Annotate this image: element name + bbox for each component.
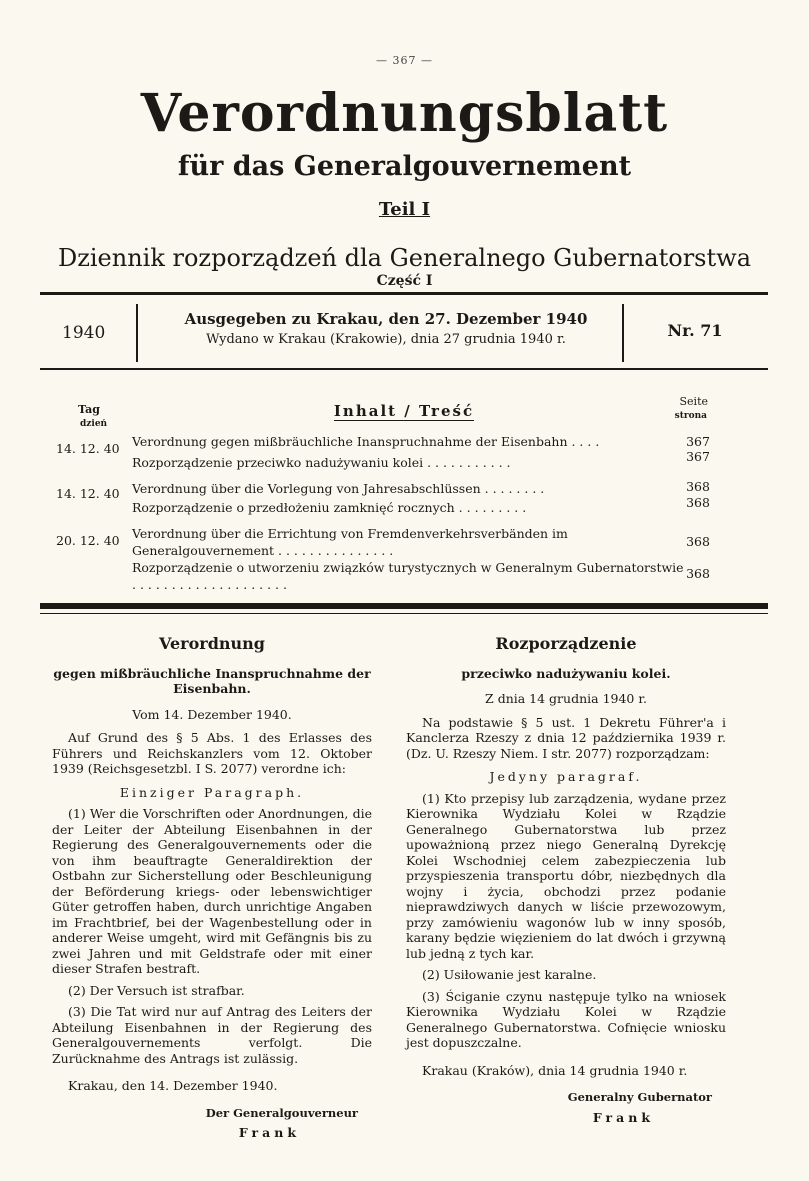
paragraph-title-de: Einziger Paragraph. bbox=[119, 784, 305, 800]
toc-date: 20. 12. 40 bbox=[56, 533, 120, 548]
toc-row[interactable] bbox=[40, 433, 768, 473]
toc-page-pl: 368 bbox=[686, 495, 710, 510]
part-label-pl: Część I bbox=[376, 273, 433, 289]
toc-header bbox=[40, 394, 768, 430]
ordinance-date-pl: Z dnia 14 grudnia 1940 r. bbox=[485, 691, 647, 706]
preamble-de: Auf Grund des § 5 Abs. 1 des Erlasses des Führers und Reichskanzlers vom 12. Oktober 1939 (Reichsgesetzbl. I S. 2077) verordne ich: bbox=[52, 730, 372, 776]
toc-heading: Inhalt / Treść bbox=[333, 402, 475, 420]
german-column bbox=[52, 636, 372, 1141]
divider-thick bbox=[40, 603, 768, 609]
issue-number: Nr. 71 bbox=[667, 321, 723, 340]
toc-page-label: Seite bbox=[679, 395, 708, 408]
toc-entry-pl: Rozporządzenie o przedłożeniu zamknięć rocznych . . . . . . . . . bbox=[132, 500, 527, 515]
divider-vertical bbox=[136, 304, 138, 362]
ordinance-title-de: Verordnung bbox=[159, 634, 265, 653]
toc-row[interactable] bbox=[40, 525, 768, 595]
issue-date-pl: Wydano w Krakau (Krakowie), dnia 27 grudnia 1940 r. bbox=[206, 332, 566, 347]
section-2-pl: (2) Usiłowanie jest karalne. bbox=[422, 967, 597, 982]
toc-entry-de: Verordnung über die Vorlegung von Jahresabschlüssen . . . . . . . . bbox=[132, 481, 545, 496]
divider-vertical bbox=[622, 304, 624, 362]
place-date-pl: Krakau (Kraków), dnia 14 grudnia 1940 r. bbox=[422, 1062, 688, 1078]
section-1-de: (1) Wer die Vorschriften oder Anordnungen, die der Leiter der Abteilung Eisenbahnen in der Regierung des Generalgouvernements oder die von ihm beauftragte Generaldirektion der Ostbahn zur Sicherstellung oder Beschleunigung der Beförderung kriegs- oder lebenswichtiger Güter getroffen haben, durch unrichtige Angaben im Frachtbrief, bei der Wagenbestellung oder in anderer Weise umgeht, wird mit Gefängnis bis zu zwei Jahren und mit Geldstrafe oder mit einer dieser Strafen bestraft. bbox=[52, 806, 372, 976]
signer-name-de: Frank bbox=[238, 1125, 300, 1140]
issue-bar bbox=[40, 298, 768, 366]
toc-date: 14. 12. 40 bbox=[56, 486, 120, 501]
toc-page-de: 368 bbox=[686, 534, 710, 549]
section-3-de: (3) Die Tat wird nur auf Antrag des Leiters der Abteilung Eisenbahnen in der Regierung des Generalgouvernements verfolgt. Die Zurücknahme des Antrags ist zulässig. bbox=[52, 1004, 372, 1066]
toc-entry-de: Verordnung gegen mißbräuchliche Inanspruchnahme der Eisenbahn . . . . bbox=[132, 434, 600, 449]
signer-title-pl: Generalny Gubernator bbox=[567, 1090, 712, 1104]
toc-entry-pl: Rozporządzenie przeciwko nadużywaniu kolei . . . . . . . . . . . bbox=[132, 455, 511, 470]
toc-page-pl: 367 bbox=[686, 449, 710, 464]
section-1-pl: (1) Kto przepisy lub zarządzenia, wydane przez Kierownika Wydziału Kolei w Rządzie Generalnego Gubernatorstwa lub przez upoważnioną przez niego Generalną Dyrekcję Kolei Wschodniej celem zabezpieczenia lub przyspieszenia transportu dóbr, niezbędnych dla wojny i życia, obchodzi przez podanie nieprawdziwych danych w liście przewozowym, przy zamówieniu wagonów lub w inny sposób, karany będzie więzieniem do lat dwóch i grzywną lub jedną z tych kar. bbox=[406, 790, 726, 961]
ordinance-subtitle-pl: przeciwko nadużywaniu kolei. bbox=[461, 665, 671, 681]
ordinance-title-pl: Rozporządzenie bbox=[495, 634, 637, 653]
toc-date: 14. 12. 40 bbox=[56, 441, 120, 456]
toc-page-de: 367 bbox=[686, 434, 710, 449]
ordinance-subtitle-de: gegen mißbräuchliche Inanspruchnahme der Eisenbahn. bbox=[53, 665, 371, 696]
signer-title-de: Der Generalgouverneur bbox=[205, 1105, 358, 1120]
toc-row[interactable] bbox=[40, 478, 768, 518]
toc-page-de: 368 bbox=[686, 479, 710, 494]
toc-date-label-pl: dzień bbox=[80, 419, 108, 429]
section-2-de: (2) Der Versuch ist strafbar. bbox=[68, 982, 245, 998]
toc-page-pl: 368 bbox=[686, 566, 710, 581]
issue-year: 1940 bbox=[62, 323, 106, 343]
page-number: — 367 — bbox=[376, 54, 433, 67]
ordinance-date-de: Vom 14. Dezember 1940. bbox=[132, 706, 292, 722]
signer-name-pl: Frank bbox=[592, 1109, 654, 1125]
section-3-pl: (3) Ściganie czynu następuje tylko na wniosek Kierownika Wydziału Kolei w Rządzie Generalnego Gubernatorstwa. Cofnięcie wniosku jest dopuszczalne. bbox=[406, 988, 726, 1050]
toc-entry-de: Verordnung über die Errichtung von Fremdenverkehrsverbänden im Generalgouvernement . . . . . . . . . . . . . . . bbox=[132, 526, 568, 558]
toc-entry-pl: Rozporządzenie o utworzeniu związków turystycznych w Generalnym Gubernatorstwie . . . . . . . . . . . . . . . . . . . . bbox=[132, 560, 684, 592]
toc-date-label: Tag bbox=[78, 403, 100, 416]
divider-top bbox=[40, 292, 768, 295]
divider-thin bbox=[40, 613, 768, 614]
issue-date-de: Ausgegeben zu Krakau, den 27. Dezember 1940 bbox=[184, 310, 588, 328]
gazette-title: Verordnungsblatt bbox=[140, 83, 669, 144]
paragraph-title-pl: Jedyny paragraf. bbox=[489, 769, 643, 784]
gazette-subtitle: für das Generalgouvernement bbox=[177, 151, 632, 182]
part-label-de: Teil I bbox=[378, 199, 431, 220]
gazette-title-pl: Dziennik rozporządzeń dla Generalnego Gubernatorstwa bbox=[57, 244, 751, 272]
place-date-de: Krakau, den 14. Dezember 1940. bbox=[68, 1078, 278, 1093]
preamble-pl: Na podstawie § 5 ust. 1 Dekretu Führer'a i Kanclerza Rzeszy z dnia 12 października 1939 r. (Dz. U. Rzeszy Niem. I str. 2077) rozporządzam: bbox=[406, 714, 726, 761]
toc-page-label-pl: strona bbox=[674, 411, 707, 421]
divider-issue-bottom bbox=[40, 368, 768, 370]
polish-column bbox=[406, 636, 726, 1125]
